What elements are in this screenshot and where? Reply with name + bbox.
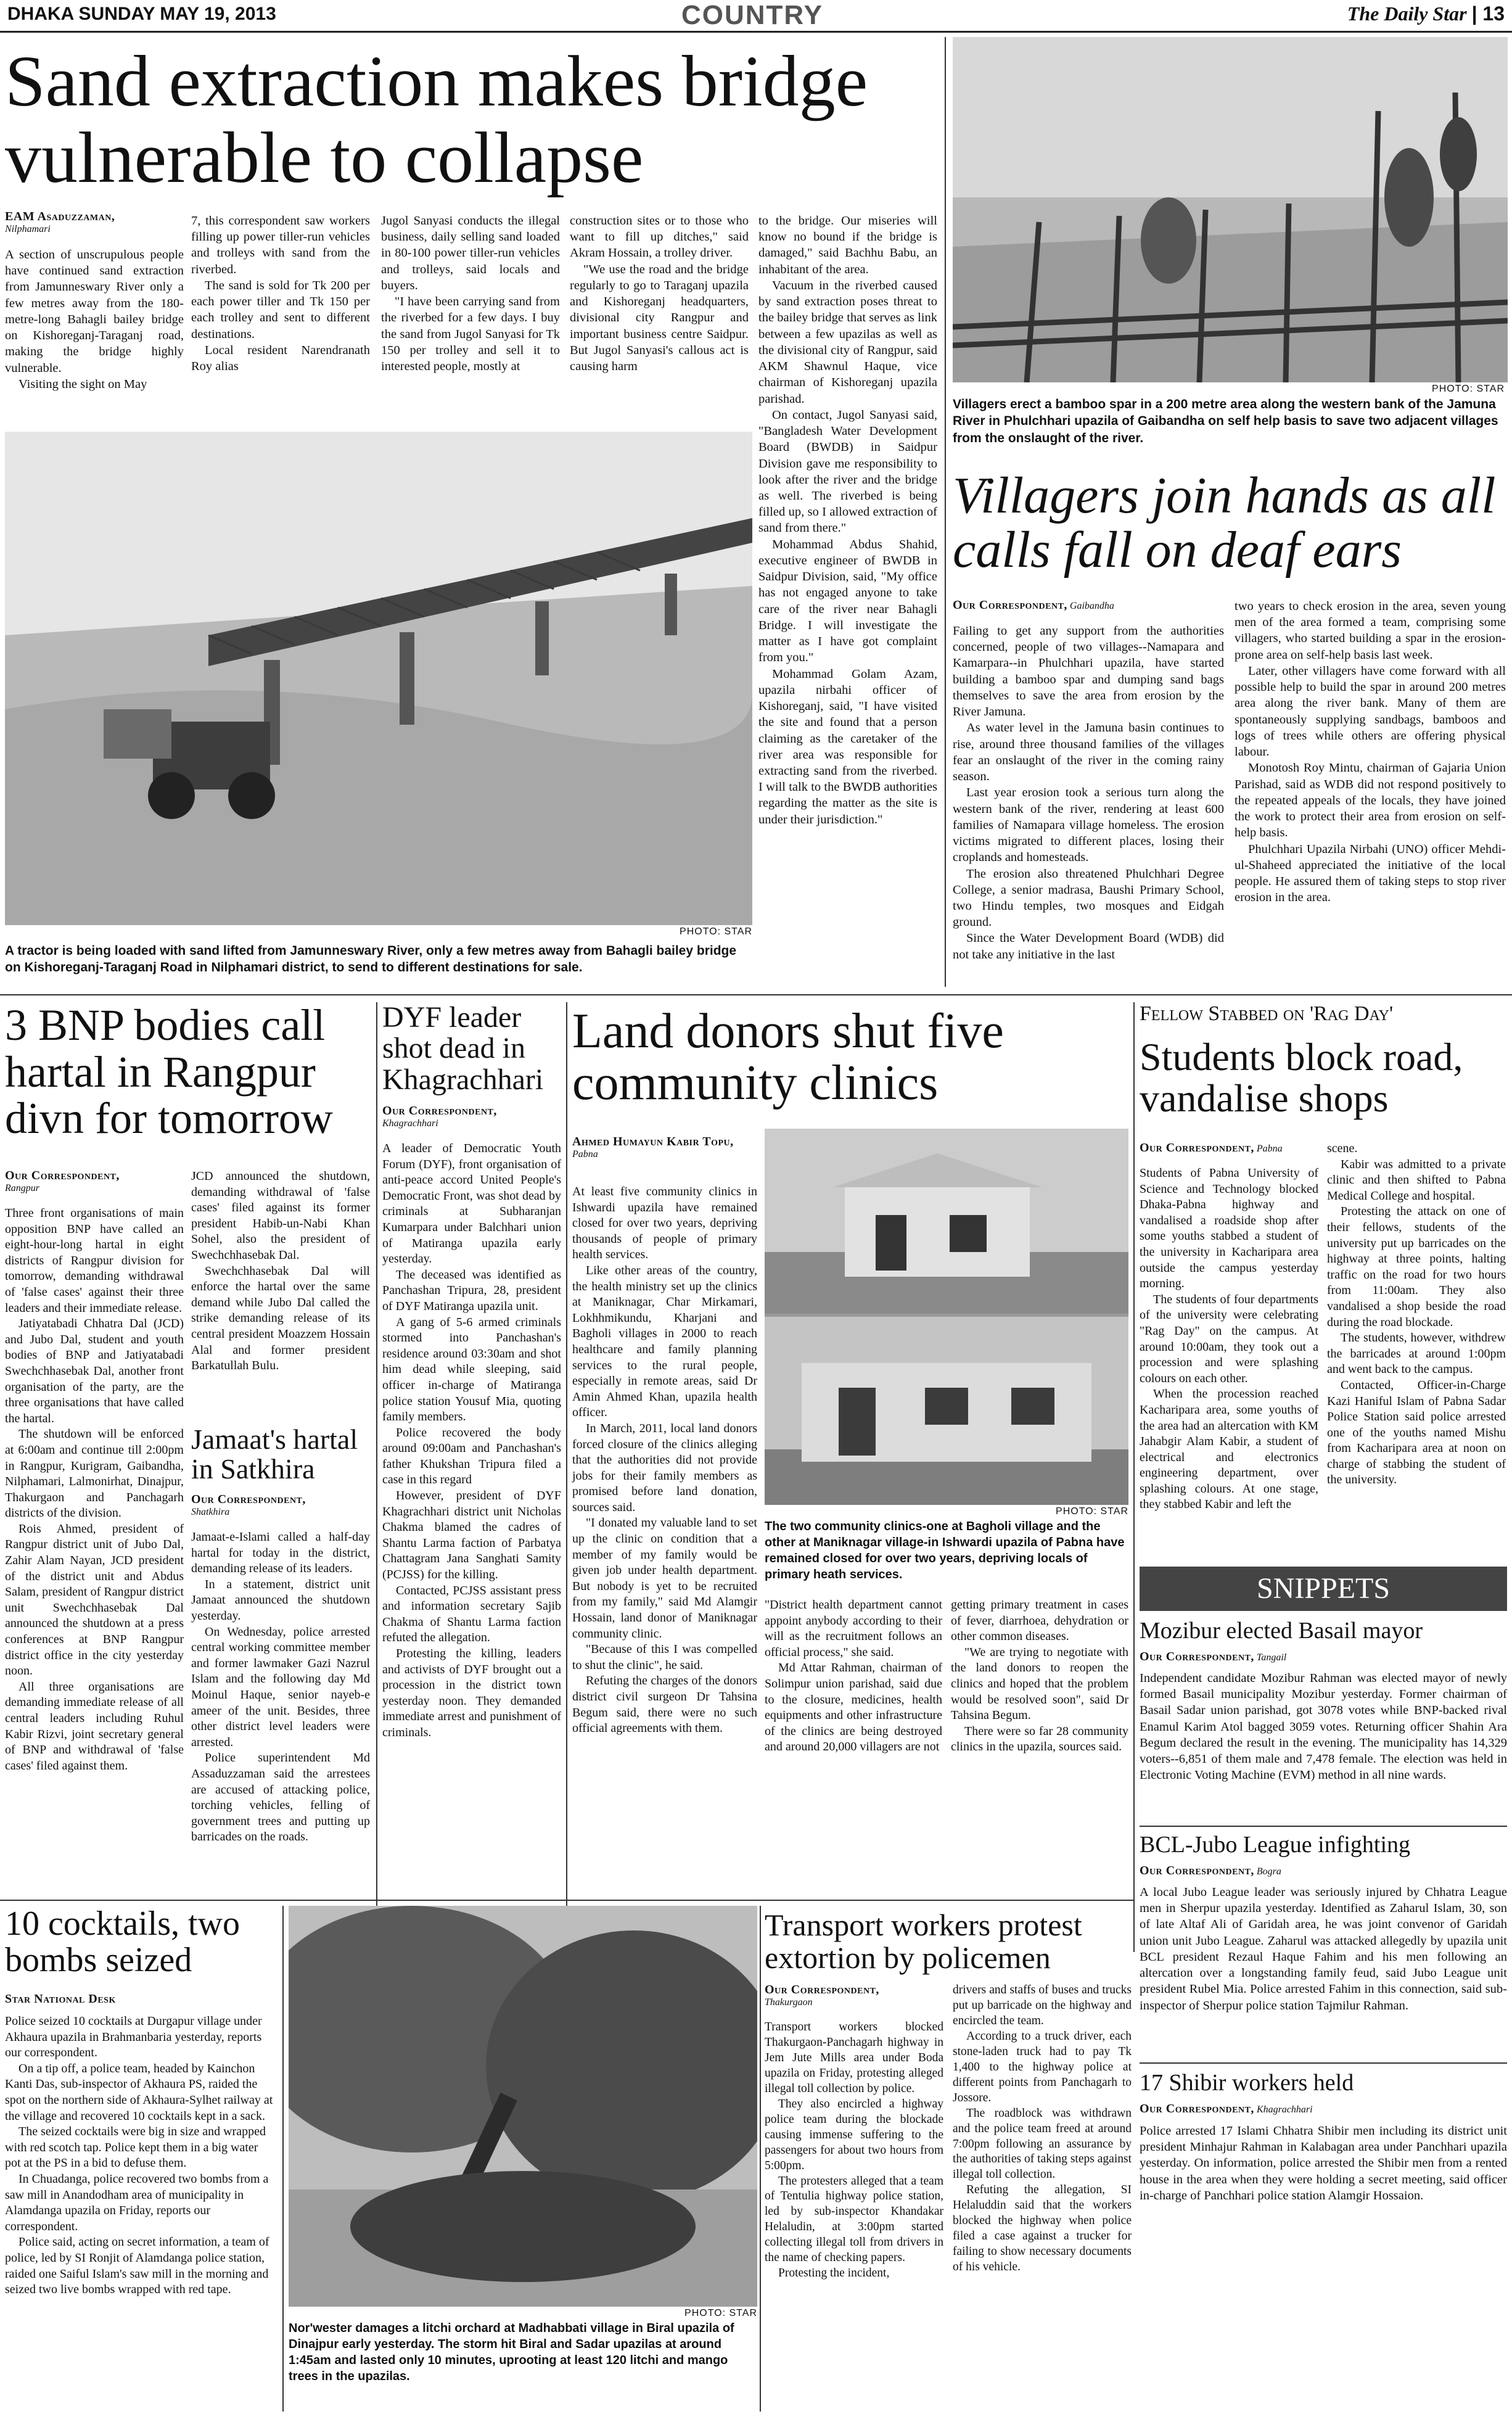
- paragraph: The protesters alleged that a team of Tentulia highway police station, led by sub-inspector Khandakar Helaludin, at 3:00pm started collecting illegal toll from drivers in the name of checking papers.: [765, 2174, 943, 2265]
- snippet2-byline-block: [1140, 1864, 1507, 1878]
- paragraph: "I have been carrying sand from the riverbed for a few days. I buy the sand from Jugol Sanyasi for Tk 150 per trolley and sell it to interested people, mostly at: [381, 295, 560, 374]
- paragraph: A leader of Democratic Youth Forum (DYF), front organisation of anti-peace accord United People's Democratic Front, was shot dead by criminals at Subharanjan Kumarpara under Balchhari union of Matiranga upazila early yesterday.: [382, 1142, 561, 1266]
- paragraph: Jamaat-e-Islami called a half-day hartal for today in the district, demanding release of its leaders.: [191, 1530, 370, 1576]
- snippet3-text: Police arrested 17 Islami Chhatra Shibir men including its district unit president Minhajur Rahman in Kalabagan area under Panchhari upazila yesterday. On information, police arrested the Shibir men from a rented house in the area when they were holding a secret meeting, said officer in-charge of Panchhari police station Alamgir Hossaion.: [1140, 2124, 1507, 2202]
- story1-col5: [758, 213, 937, 828]
- story2-photo-credit: PHOTO: STAR: [1432, 384, 1505, 394]
- date-line: DHAKA SUNDAY MAY 19, 2013: [7, 4, 276, 24]
- paragraph: getting primary treatment in cases of fever, diarrhoea, dehydration or other common diseases.: [951, 1598, 1128, 1644]
- snippet3-byline-block: [1140, 2102, 1507, 2116]
- paragraph: drivers and staffs of buses and trucks put up barricade on the highway and encircled the team.: [953, 1984, 1132, 2027]
- story10-dateline: Thakurgaon: [765, 1997, 813, 2008]
- story2-col1: [953, 623, 1224, 963]
- snippet-divider: [1140, 1826, 1507, 1827]
- paragraph: "I donated my valuable land to set up the clinic on condition that a member of my family would be given job under health department. But nobody is yet to be recruited from my family," said Md Alamgir Hossain, land donor of Maniknagar community clinic.: [572, 1516, 757, 1641]
- paragraph: to the bridge. Our miseries will know no bound if the bridge is damaged," said Bachhu Babu, an inhabitant of the area.: [758, 214, 937, 276]
- story4-dateline: Shatkhira: [191, 1507, 230, 1517]
- bridge-sand-photo: [5, 432, 752, 925]
- orchard-photo-svg: [289, 1906, 757, 2307]
- story3-byline: Our Correspondent,: [5, 1169, 120, 1182]
- paragraph: Police superintendent Md Assaduzzaman said the arrestees are accused of attacking police, torching vehicles, felling of government trees and putting up barricades on the roads.: [191, 1751, 370, 1844]
- paragraph: Swechchhasebak Dal will enforce the hartal over the same demand while Jubo Dal called the strike demanding release of its central president Moazzem Hossain Alal and former president Barkatullah Bulu.: [191, 1264, 370, 1373]
- section-label: COUNTRY: [681, 0, 823, 30]
- story3-dateline: Rangpur: [5, 1183, 39, 1193]
- bridge-photo-svg: [5, 432, 752, 925]
- paragraph: Police said, acting on secret information, a team of police, led by SI Ronjit of Alamdanga police station, raided one Saiful Islam's saw mill in the morning and seized two live bombs wrapped with red tape.: [5, 2235, 269, 2297]
- paragraph: Rois Ahmed, president of Rangpur district unit of Jubo Dal, Zahir Alam Nayan, JCD president of the district unit and Abdus Salam, president of Rangpur district unit Swechchhasebak Dal announced the shutdown at a press conferences at BNP Rangpur district office in the city yesterday noon.: [5, 1522, 184, 1678]
- paragraph: scene.: [1327, 1142, 1358, 1155]
- story1-photo-credit: PHOTO: STAR: [680, 926, 752, 937]
- paragraph: Vacuum in the riverbed caused by sand extraction poses threat to the bailey bridge that serves as link between a few upazilas as well as the divisional city of Rangpur, said AKM Shawnul Haque, vice chairman of Kishoreganj upazila parishad.: [758, 278, 937, 406]
- paragraph: Mohammad Golam Azam, upazila nirbahi officer of Kishoreganj, said, "I have visited the site and found that a person claiming as the caretaker of the river area was responsible for extracting sand from the riverbed. I will talk to the BWDB authorities regarding the matter as the site is under their jurisdiction.": [758, 667, 937, 826]
- snippet1-headline: Mozibur elected Basail mayor: [1140, 1618, 1423, 1644]
- paragraph: All three organisations are demanding immediate release of all central leaders including Ruhul Kabir Rizvi, joint secretary general of BNP and withdrawal of 'false cases' filed against them.: [5, 1679, 184, 1773]
- paragraph: construction sites or to those who want to fill up ditches," said Akram Hossain, a trolley driver.: [570, 214, 749, 260]
- paragraph: Students of Pabna University of Science and Technology blocked Dhaka-Pabna highway and vandalised a roadside shop after some youths stabbed a student of the university in Kacharipara area outside the campus yesterday morning.: [1140, 1166, 1318, 1291]
- snippet1-text: Independent candidate Mozibur Rahman was elected mayor of newly formed Basail municipality Mozibur yesterday. Former chairman of Basail Sadar union parishad, got 3078 votes while BNP-backed rival Enamul Karim Atol bagged 3059 votes. Returning officer Shahin Ara Begum declared the result in the evening. The municipality has 14,329 voters--6,851 of them male and 7,478 female. The election was held in Electronic Voting Machine (EVM) method in all nine wards.: [1140, 1671, 1507, 1782]
- snippet1-byline: Our Correspondent,: [1140, 1650, 1254, 1663]
- section-divider: [0, 994, 1512, 995]
- paragraph: two years to check erosion in the area, seven young men of the area formed a team, comprising some villagers, who started building a spar in the erosion-prone area on self-help basis last week.: [1235, 599, 1506, 662]
- story2-headline: Villagers join hands as all calls fall on deaf ears: [953, 467, 1496, 579]
- story6-dateline: Pabna: [572, 1149, 598, 1160]
- story5-headline: DYF leader shot dead in Khagrachhari: [382, 1001, 544, 1096]
- paragraph: Local resident Narendranath Roy alias: [191, 343, 370, 374]
- paragraph: At least five community clinics in Ishwardi upazila have remained closed for over two years, depriving thousands of people of primary health services.: [572, 1185, 757, 1262]
- paragraph: Like other areas of the country, the health ministry set up the clinics at Maniknagar, Char Mirkamari, Lokhhmikundu, Kharjani and Bagholi villages in 2000 to reach healthcare and family planning services to the rural people, especially in remote areas, said Dr Amin Ahmed Khan, upazila health officer.: [572, 1263, 757, 1420]
- story6-headline: Land donors shut five community clinics: [572, 1004, 1004, 1110]
- story10-col1: [765, 2020, 943, 2281]
- paragraph: Later, other villagers have come forward with all possible help to build the spar in around 200 metres area along the river bank. Many of them are spontaneously supplying sandbags, bamboos and logs of trees while others are offering physical labour.: [1235, 664, 1506, 759]
- story5-byline-block: [382, 1104, 567, 1129]
- paragraph: The erosion also threatened Phulchhari Degree College, a senior madrasa, Baushi Primary School, two Hindu temples, two mosques and Eidgah ground.: [953, 867, 1224, 929]
- story6-col-b2: [951, 1597, 1128, 1755]
- paragraph: Protesting the attack on one of their fellows, students of the university put up barricades on the highway at three points, halting traffic on the road for two hours from 11:00am. They also vandalised a shop beside the road during the road blockade.: [1327, 1205, 1506, 1329]
- paragraph: Jatiyatabadi Chhatra Dal (JCD) and Jubo Dal, student and youth bodies of BNP and Jatiyatabadi Swechchhasebak Dal, another front organisation of the party, are the three organisations that have called the hartal.: [5, 1317, 184, 1425]
- story4-col: [191, 1530, 370, 1845]
- story6-photo-credit: PHOTO: STAR: [1056, 1506, 1128, 1517]
- story3-headline: 3 BNP bodies call hartal in Rangpur divn for tomorrow: [5, 1000, 333, 1143]
- page-info: The Daily Star | 13: [1347, 2, 1505, 25]
- story2-col2: [1235, 598, 1506, 905]
- story7-dateline: Pabna: [1256, 1143, 1283, 1154]
- paragraph: However, president of DYF Khagrachhari district unit Nicholas Chakma blamed the cadres of Shantu Larma faction of Parbatya Chattagram Jana Sanghati Samity (PCJSS) for the killing.: [382, 1489, 561, 1582]
- paragraph: Md Attar Rahman, chairman of Solimpur union parishad, said due to the closure, medicines, health equipments and other infrastructure of the clinics are being destroyed and around 20,000 villagers are not: [765, 1661, 942, 1754]
- snippet3-byline: Our Correspondent,: [1140, 2102, 1254, 2115]
- snippet1-dateline: Tangail: [1256, 1652, 1287, 1663]
- story1-col2: [191, 213, 370, 374]
- story2-caption: Villagers erect a bamboo spar in a 200 metre area along the western bank of the Jamuna River in Phulchhari upazila of Gaibandha on self help basis to save two adjacent villages from the onslaught of the river.: [953, 397, 1498, 445]
- paragraph: When the procession reached Kacharipara area, some youths of the area had an altercation with KM Jahabgir Alam Kabir, a student of electrical and electronics engineering department, over splashing colours. At one stage, they stabbed Kabir and left the: [1140, 1387, 1318, 1512]
- paragraph: JCD announced the shutdown, demanding withdrawal of 'false cases' filed against its former president Habib-un-Nabi Khan Sohel, also the president of Swechchhasebak Dal.: [191, 1169, 370, 1262]
- paragraph: 7, this correspondent saw workers filling up power tiller-run vehicles and trolleys with sand from the riverbed.: [191, 214, 370, 276]
- story5-col: [382, 1141, 561, 1741]
- section-divider: [0, 1900, 1133, 1901]
- story10-byline: Our Correspondent,: [765, 1983, 879, 1996]
- story7-headline: Students block road, vandalise shops: [1140, 1035, 1463, 1121]
- story1-byline-block: [5, 210, 184, 235]
- paragraph: In a statement, district unit Jamaat announced the shutdown yesterday.: [191, 1577, 370, 1623]
- story4-byline-block: [191, 1493, 370, 1518]
- paragraph: Contacted, PCJSS assistant press and information secretary Sajib Chakma of Shantu Larma faction refuted the allegation.: [382, 1583, 561, 1645]
- paragraph: "District health department cannot appoint anybody according to their will as the recruitment follows an official process," she said.: [765, 1598, 942, 1659]
- story6-col-top: [572, 1184, 757, 1737]
- snippet-divider: [1140, 2062, 1507, 2064]
- paragraph: According to a truck driver, each stone-laden truck had to pay Tk 1,400 to the highway police at different points from Panchagarh to Jossore.: [953, 2029, 1132, 2104]
- paragraph: The sand is sold for Tk 200 per each power tiller and Tk 150 per each trolley and sent to different destinations.: [191, 278, 370, 341]
- story6-byline: Ahmed Humayun Kabir Topu,: [572, 1135, 734, 1148]
- paragraph: Contacted, Officer-in-Charge Kazi Haniful Islam of Pabna Sadar Police Station said police arrested one of the youths named Mishu from Kacharipara area at noon on charge of stabbing the student of the university.: [1327, 1378, 1506, 1487]
- paper-name: The Daily Star: [1347, 2, 1467, 25]
- paragraph: Phulchhari Upazila Nirbahi (UNO) officer Mehdi-ul-Shaheed appreciated the initiative of the local people. He assured them of taking steps to stop river erosion in the area.: [1235, 842, 1506, 905]
- paragraph: On contact, Jugol Sanyasi said, "Bangladesh Water Development Board (BWDB) in Saidpur Division gave me responsibility to look after the river and the bridge as well. The riverbed is being filled up, so I allowed extraction of sand from there.": [758, 408, 937, 535]
- story8-headline: 10 cocktails, two bombs seized: [5, 1905, 240, 1979]
- story9-photo-credit: PHOTO: STAR: [684, 2308, 757, 2318]
- paragraph: Jugol Sanyasi conducts the illegal business, daily selling sand loaded in 80-100 power tiller-run vehicles and trolleys, said locals and buyers.: [381, 214, 560, 292]
- story4-headline: Jamaat's hartal in Satkhira: [191, 1423, 358, 1485]
- paragraph: The students of four departments of the university were celebrating "Rag Day" on the campus. At around 10:00am, they took out a procession and were splashing colours on each other.: [1140, 1292, 1318, 1385]
- paragraph: Police seized 10 cocktails at Durgapur village under Akhaura upazila in Brahmanbaria yesterday, reports our correspondent.: [5, 2014, 262, 2060]
- story1-col4: [570, 213, 749, 374]
- story2-dateline: Gaibandha: [1069, 601, 1114, 611]
- story10-byline-block: [765, 1983, 943, 2008]
- story5-byline: Our Correspondent,: [382, 1104, 497, 1118]
- snippets-title: SNIPPETS: [1140, 1567, 1507, 1611]
- paragraph: Three front organisations of main opposition BNP have called an eight-hour-long hartal in eight districts of Rangpur division for tomorrow, demanding withdrawal of 'false cases' against their three leaders and their immediate release.: [5, 1206, 184, 1315]
- story1-col3: [381, 213, 560, 374]
- column-divider: [282, 1906, 284, 2412]
- column-divider: [566, 1002, 567, 1952]
- story1-col1: [5, 247, 184, 392]
- paragraph: In Chuadanga, police recovered two bombs from a saw mill in Anandodham area of municipality in Alamdanga upazila on Friday, reports our correspondent.: [5, 2172, 269, 2233]
- story7-col2: [1327, 1141, 1506, 1488]
- story2-byline-block: [953, 598, 1224, 612]
- paragraph: Protesting the incident,: [778, 2267, 890, 2280]
- snippet2-headline: BCL-Jubo League infighting: [1140, 1832, 1411, 1858]
- column-divider: [1133, 1002, 1135, 1952]
- story1-dateline: Nilphamari: [5, 224, 51, 234]
- paragraph: "We use the road and the bridge regularly to go to Taraganj upazila and Kishoreganj headquarters, divisional city Rangpur and important business centre Saidpur. But Jugol Sanyasi's callous act is causing harm: [570, 262, 749, 374]
- story5-dateline: Khagrachhari: [382, 1118, 438, 1129]
- story8-col: [5, 2014, 276, 2298]
- paragraph: Monotosh Roy Mintu, chairman of Gajaria Union Parishad, said as WDB did not respond positively to the repeated appeals of the locals, they have joined the work to protect their area from erosion on self-help basis.: [1235, 761, 1506, 840]
- story8-byline: Star National Desk: [5, 1992, 116, 2006]
- story1-byline: EAM Asaduzzaman,: [5, 210, 115, 223]
- snippet2-text: A local Jubo League leader was seriously injured by Chhatra League men in Sherpur upazila yesterday. Identified as Zaharul Islam, 30, son of late Altaf Ali of Garidah area, he was joint convenor of Garidah union unit Jubo League. Zaharul was attacked allegedly by upazila unit BCL president Rezaul Haque Fahim and his men following an altercation over a longstanding family feud, said Jubo League unit president Rubel Mia. Police arrested Fahim in this connection, said sub-inspector of Sherpur police station Tajmilur Rahman.: [1140, 1885, 1507, 2012]
- paragraph: The deceased was identified as Panchashan Tripura, 28, president of DYF Matiranga upazila unit.: [382, 1267, 561, 1313]
- story3-col1: [5, 1206, 184, 1774]
- villagers-photo-svg: [953, 37, 1508, 382]
- paragraph: On Wednesday, police arrested central working committee member and former lawmaker Gazi Nazrul Islam and the following day Md Moinul Haque, senior nayeb-e ameer of the unit. Besides, three other district level leaders were arrested.: [191, 1625, 370, 1749]
- clinic-photo-svg: [765, 1129, 1128, 1505]
- villagers-bamboo-photo: [953, 37, 1508, 382]
- paragraph: The seized cocktails were big in size and wrapped with red scotch tap. Police kept them in a big water pot at the PS in a bid to defuse them.: [5, 2125, 266, 2170]
- story9-caption: Nor'wester damages a litchi orchard at Madhabbati village in Biral upazila of Dinajpur early yesterday. The storm hit Biral and Sadar upazilas at around 1:45am and lasted only 10 minutes, uprooting at least 120 litchi and mango trees in the upazilas.: [289, 2321, 734, 2383]
- paragraph: A gang of 5-6 armed criminals stormed into Panchashan's residence around 03:30am and shot him dead while sleeping, said officer in-charge of Matiranga police station Yousuf Mia, quoting family members.: [382, 1315, 561, 1424]
- story2-byline: Our Correspondent,: [953, 598, 1067, 612]
- story10-col2: [953, 1983, 1132, 2275]
- story7-byline: Our Correspondent,: [1140, 1141, 1254, 1155]
- paragraph: The roadblock was withdrawn and the police team freed at around 7:00pm following an assurance by the authorities of taking steps against illegal toll collection.: [953, 2106, 1132, 2181]
- page-number: 13: [1482, 2, 1505, 25]
- paragraph: "We are trying to negotiate with the land donors to reopen the clinics and hoped that the problem would be resolved soon", said Dr Tahsina Begum.: [951, 1645, 1128, 1723]
- paragraph: Visiting the sight on May: [18, 377, 147, 391]
- story3-col2: [191, 1169, 370, 1374]
- story7-byline-block: [1140, 1141, 1318, 1155]
- paragraph: A section of unscrupulous people have continued sand extraction from Jamunneswary River only a few metres away from the 180-metre-long Bahagli bailey bridge on Kishoreganj-Taraganj road, making the bridge highly vulnerable.: [5, 248, 184, 375]
- story6-caption: The two community clinics-one at Bagholi village and the other at Maniknagar village-in Ishwardi upazila of Pabna have remained closed for over two years, depriving locals of primary heath services.: [765, 1520, 1125, 1581]
- snippet2-byline: Our Correspondent,: [1140, 1864, 1254, 1877]
- story3-byline-block: [5, 1169, 184, 1194]
- paragraph: "Because of this I was compelled to shut the clinic", he said.: [572, 1642, 757, 1672]
- paragraph: Protesting the killing, leaders and activists of DYF brought out a procession in the district town yesterday noon. They demanded immediate arrest and punishment of criminals.: [382, 1647, 561, 1739]
- paragraph: Mohammad Abdus Shahid, executive engineer of BWDB in Saidpur Division, said, "My office has not engaged anyone to take care of the river near Bahagli Bridge. I will investigate the matter as I have got complaint from you.": [758, 537, 937, 665]
- story1-headline: Sand extraction makes bridge vulnerable to collapse: [5, 41, 868, 198]
- snippet3-headline: 17 Shibir workers held: [1140, 2070, 1354, 2096]
- litchi-orchard-photo: [289, 1906, 757, 2307]
- story4-byline: Our Correspondent,: [191, 1493, 306, 1506]
- masthead: [0, 0, 1512, 33]
- paragraph: Failing to get any support from the authorities concerned, people of two villages--Namapara and Kamarpara--in Phulchhari upazila, have started building a bamboo spar and dumping sand bags themselves to save the area from erosion by the River Jamuna.: [953, 624, 1224, 719]
- story7-kicker: Fellow Stabbed on 'Rag Day': [1140, 1002, 1394, 1025]
- paragraph: There were so far 28 community clinics in the upazila, sources said.: [951, 1724, 1128, 1754]
- story6-byline-block: [572, 1135, 757, 1160]
- column-divider: [945, 37, 946, 987]
- story1-caption: A tractor is being loaded with sand lifted from Jamunneswary River, only a few metres away from Bahagli bailey bridge on Kishoreganj-Taraganj Road in Nilphamari district, to send to different destinations for sale.: [5, 944, 737, 975]
- snippet3-dateline: Khagrachhari: [1256, 2104, 1313, 2115]
- paragraph: In March, 2011, local land donors forced closure of the clinics alleging that the authorities did not provide jobs for their family members as promised before land donation, sources said.: [572, 1421, 757, 1514]
- paragraph: Transport workers blocked Thakurgaon-Panchagarh highway in Jem Jute Mills area under Boda upazila on Friday, protesting alleged illegal toll collection by police.: [765, 2021, 943, 2095]
- paragraph: On a tip off, a police team, headed by Kainchon Kanti Das, sub-inspector of Akhaura PS, raided the spot on the northern side of Akhaura-Sylhet railway at the village and recovered 10 cocktails kept in a sack.: [5, 2061, 273, 2123]
- paragraph: As water level in the Jamuna basin continues to rise, around three thousand families of the villages fear an onslaught of the river in the coming rainy season.: [953, 721, 1224, 784]
- clinic-photos: [765, 1129, 1128, 1505]
- paragraph: The students, however, withdrew the barricades at around 1:00pm and went back to the campus.: [1327, 1331, 1506, 1377]
- paragraph: The shutdown will be enforced at 6:00am and continue till 2:00pm in Rangpur, Kurigram, Gaibandha, Nilphamari, Lalmonirhat, Dinajpur, Thakurgaon and Panchagarh districts of the division.: [5, 1427, 184, 1520]
- column-divider: [760, 1906, 761, 2412]
- story6-col-b1: [765, 1597, 942, 1755]
- paragraph: Last year erosion took a serious turn along the western bank of the river, rendering at least 600 families of Namapara village homeless. The erosion victims migrated to different places, losing their croplands and homesteads.: [953, 786, 1224, 865]
- snippet2-dateline: Bogra: [1256, 1866, 1281, 1877]
- column-divider: [376, 1002, 377, 1952]
- paragraph: Since the Water Development Board (WDB) did not take any initiative in the last: [953, 931, 1224, 962]
- paragraph: Refuting the allegation, SI Helaluddin said that the workers blocked the highway when police filed a case against a trucker for failing to show necessary documents of his vehicle.: [953, 2183, 1132, 2274]
- snippet1-byline-block: [1140, 1650, 1507, 1664]
- story7-col1: [1140, 1166, 1318, 1513]
- paragraph: Kabir was admitted to a private clinic and then shifted to Pabna Medical College and hospital.: [1327, 1157, 1506, 1203]
- paragraph: They also encircled a highway police team during the blockade causing immense suffering to the passengers for about two hours from 5:00pm.: [765, 2097, 943, 2172]
- paragraph: Police recovered the body around 09:00am and Panchashan's father Khukshan Tripura filed a case in this regard: [382, 1425, 561, 1487]
- paragraph: Refuting the charges of the donors district civil surgeon Dr Tahsina Begum said, there were no such official agreements with them.: [572, 1674, 757, 1736]
- story10-headline: Transport workers protest extortion by policemen: [765, 1908, 1082, 1975]
